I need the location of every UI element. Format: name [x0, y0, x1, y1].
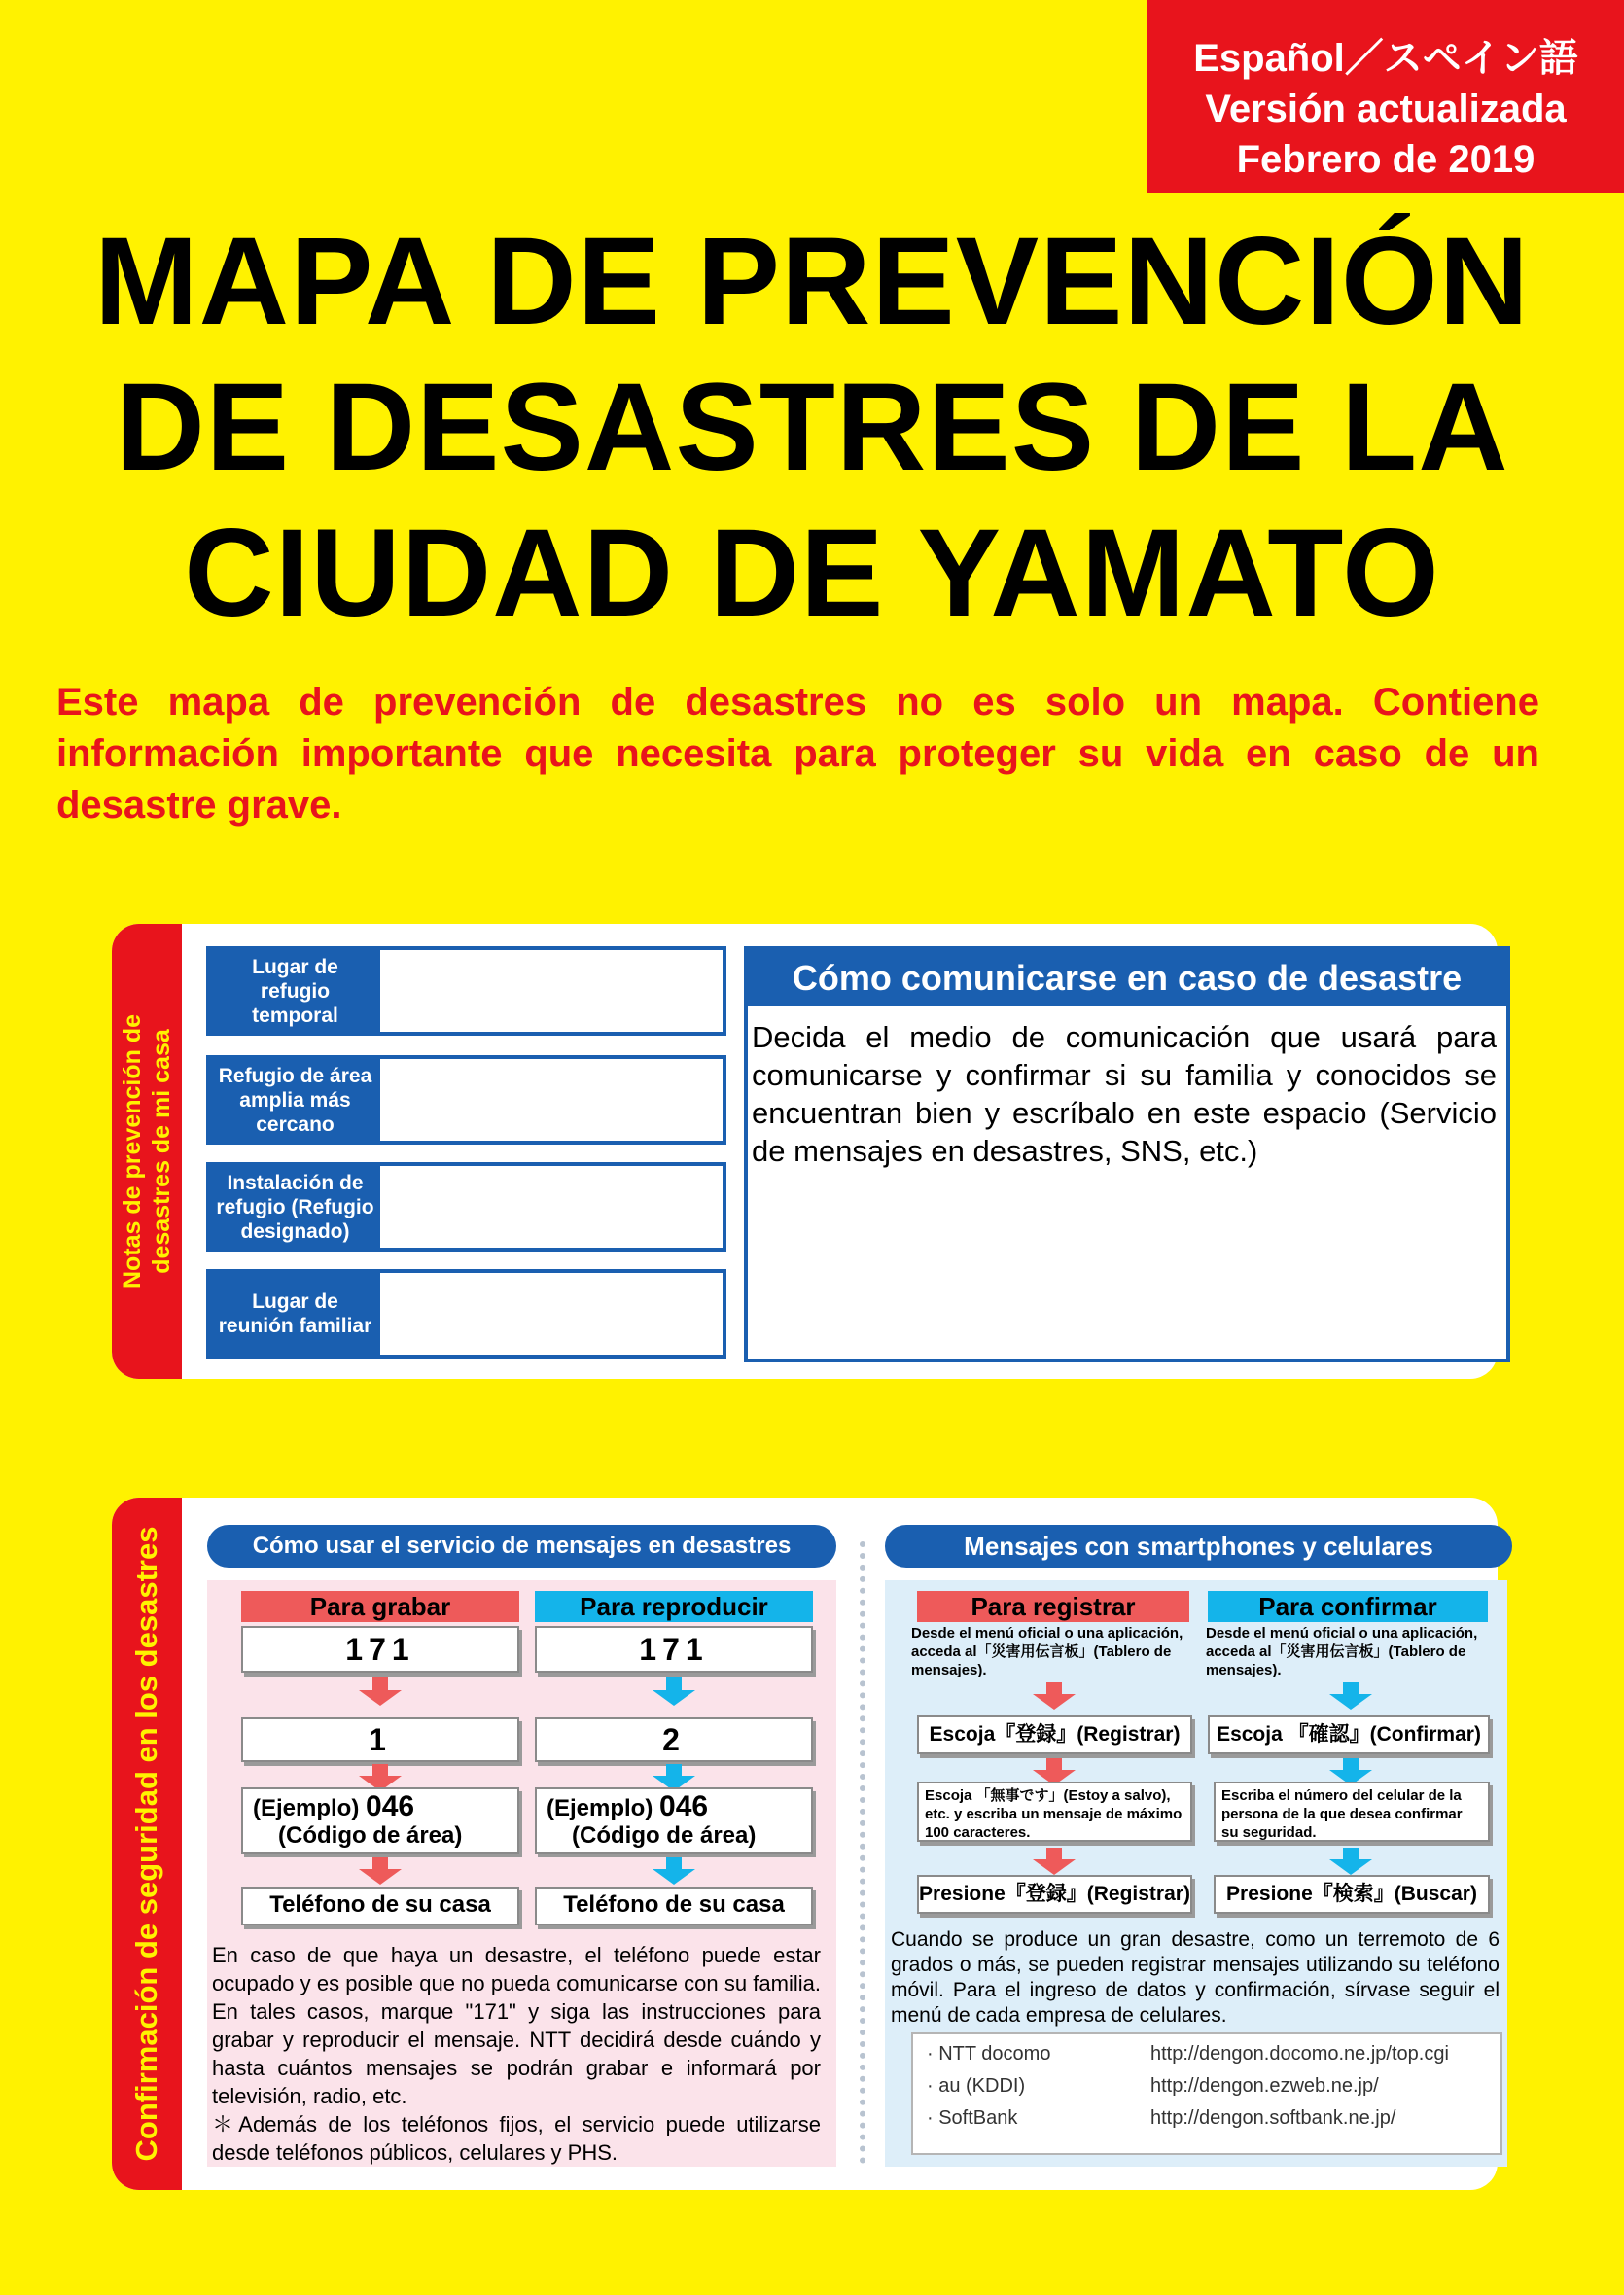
- mobile-description: Cuando se produce un gran desastre, como un terremoto de 6 grados o más, se pueden registrar mensajes utilizando su teléfono móvil. Para el ingreso de datos y confirmación, sírvase seguir el menú de cada empresa de celulares.: [891, 1928, 1500, 2027]
- note-label: Lugar de refugio temporal: [210, 950, 380, 1032]
- arrow-down-icon: [1329, 1859, 1372, 1875]
- title-line-2: DE DESASTRES DE LA: [115, 358, 1509, 497]
- note-write-field[interactable]: [380, 1166, 723, 1248]
- register-step-1: Escoja『登録』(Registrar): [917, 1715, 1192, 1754]
- play-option: 2: [535, 1717, 813, 1762]
- page-title: [49, 209, 1575, 647]
- arrow-down-icon: [1329, 1694, 1372, 1710]
- carrier-url[interactable]: http://dengon.ezweb.ne.jp/: [1150, 2075, 1379, 2097]
- arrow-down-icon: [1033, 1859, 1076, 1875]
- play-dial: 171: [535, 1626, 813, 1673]
- confirm-intro: Desde el menú oficial o una aplicación, acceda al「災害用伝言板」(Tablero de mensajes).: [1206, 1625, 1478, 1678]
- example-sub: (Código de área): [278, 1822, 463, 1849]
- communication-text: Decida el medio de comunicación que usará para comunicarse y confirmar si su familia y conocidos se encuentran bien y escríbalo en este espacio (Servicio de mensajes en desastres, SNS, etc.): [752, 1020, 1497, 1168]
- example-label: (Ejemplo): [547, 1795, 653, 1821]
- record-header: Para grabar: [241, 1591, 519, 1622]
- register-step-3: Presione『登録』(Registrar): [917, 1875, 1192, 1914]
- carrier-row: [927, 2038, 1500, 2070]
- communication-box: [744, 946, 1510, 1362]
- note-row-temporary-refuge: [206, 946, 726, 1036]
- communication-title: Cómo comunicarse en caso de desastre: [748, 950, 1506, 1006]
- confirm-step-2: Escriba el número del celular de la persona de la que desea confirmar su seguridad.: [1214, 1782, 1490, 1842]
- arrow-down-icon: [653, 1869, 695, 1885]
- arrow-down-icon: [653, 1690, 695, 1706]
- carrier-url[interactable]: http://dengon.docomo.ne.jp/top.cgi: [1150, 2043, 1449, 2065]
- note-label: Refugio de área amplia más cercano: [210, 1059, 380, 1141]
- record-dial: 171: [241, 1626, 519, 1673]
- note-label: Instalación de refugio (Refugio designado): [210, 1166, 380, 1248]
- column-divider: [860, 1541, 865, 2164]
- safety-side-label: Confirmación de seguridad en los desastres: [129, 1526, 163, 2162]
- carrier-row: [927, 2102, 1500, 2135]
- service-text: En caso de que haya un desastre, el teléfono puede estar ocupado y es posible que no pueda comunicarse con su familia. En tales casos, marque "171" y siga las instrucciones para grabar y reproducir el mensaje. NTT decidirá desde cuándo y hasta cuántos mensajes se podrán grabar e informará por televisión, radio, etc.: [212, 1943, 821, 2108]
- safety-side-tab: [112, 1498, 182, 2190]
- example-sub: (Código de área): [572, 1822, 757, 1849]
- note-row-wide-area-refuge: [206, 1055, 726, 1145]
- mobile-title: Mensajes con smartphones y celulares: [885, 1525, 1512, 1568]
- arrow-down-icon: [359, 1690, 402, 1706]
- carrier-name: · SoftBank: [927, 2107, 1018, 2129]
- note-write-field[interactable]: [380, 1059, 723, 1141]
- confirm-header: Para confirmar: [1208, 1591, 1488, 1622]
- note-row-designated-refuge: [206, 1162, 726, 1252]
- carrier-row: [927, 2070, 1500, 2102]
- title-line-3: CIUDAD DE YAMATO: [184, 504, 1440, 643]
- title-line-1: MAPA DE PREVENCIÓN: [94, 212, 1530, 351]
- version-date: Febrero de 2019: [1236, 138, 1536, 181]
- play-header: Para reproducir: [535, 1591, 813, 1622]
- notes-side-tab: [112, 924, 182, 1379]
- note-row-family-meeting-place: [206, 1269, 726, 1359]
- carrier-name: · NTT docomo: [927, 2043, 1051, 2065]
- note-write-field[interactable]: [380, 1273, 723, 1355]
- notes-side-label: [118, 1014, 176, 1289]
- record-option: 1: [241, 1717, 519, 1762]
- example-code: 046: [366, 1790, 415, 1822]
- register-intro: Desde el menú oficial o una aplicación, acceda al「災害用伝言板」(Tablero de mensajes).: [911, 1625, 1183, 1678]
- carrier-name: · au (KDDI): [927, 2075, 1026, 2097]
- play-example: [535, 1787, 813, 1854]
- intro-text: Este mapa de prevención de desastres no es solo un mapa. Contiene información importante que necesita para proteger su vida en caso de un desastre grave.: [56, 681, 1539, 827]
- arrow-down-icon: [372, 1677, 388, 1690]
- record-phone: Teléfono de su casa: [241, 1887, 519, 1925]
- carrier-links: [911, 2032, 1502, 2155]
- service-note: ＊Además de los teléfonos fijos, el servicio puede utilizarse desde teléfonos públicos, celulares y PHS.: [212, 2112, 821, 2165]
- note-label: Lugar de reunión familiar: [210, 1273, 380, 1355]
- arrow-down-icon: [1033, 1694, 1076, 1710]
- notes-side-label-line-1: Notas de prevención de: [119, 1013, 146, 1289]
- language-label: Español／スペイン語: [1193, 37, 1578, 80]
- note-write-field[interactable]: [380, 950, 723, 1032]
- register-header: Para registrar: [917, 1591, 1189, 1622]
- play-phone: Teléfono de su casa: [535, 1887, 813, 1925]
- register-step-2: Escoja 「無事です」(Estoy a salvo), etc. y escriba un mensaje de máximo 100 caracteres.: [917, 1782, 1192, 1842]
- notes-side-label-line-2: desastres de mi casa: [148, 1029, 175, 1274]
- service-description: [212, 1941, 821, 2167]
- service-title: Cómo usar el servicio de mensajes en desastres: [207, 1525, 836, 1568]
- record-example: [241, 1787, 519, 1854]
- version-label: Versión actualizada: [1205, 88, 1567, 130]
- confirm-step-1: Escoja 『確認』(Confirmar): [1208, 1715, 1490, 1754]
- arrow-down-icon: [359, 1869, 402, 1885]
- carrier-url[interactable]: http://dengon.softbank.ne.jp/: [1150, 2107, 1396, 2129]
- example-label: (Ejemplo): [253, 1795, 360, 1821]
- arrow-down-icon: [666, 1677, 682, 1690]
- version-badge: [1147, 0, 1624, 193]
- example-code: 046: [659, 1790, 709, 1822]
- confirm-step-3: Presione『検索』(Buscar): [1214, 1875, 1490, 1914]
